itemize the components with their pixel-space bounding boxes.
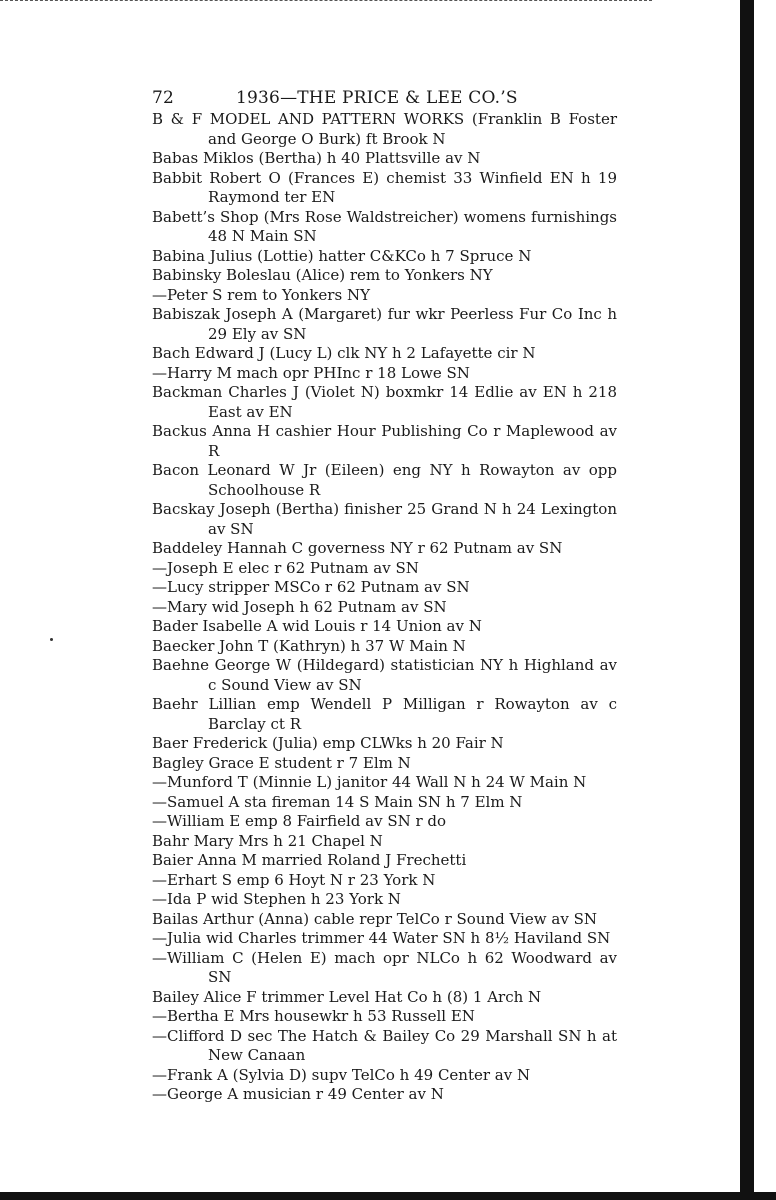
page-header — [152, 88, 617, 110]
directory-entry: Bach Edward J (Lucy L) clk NY h 2 Lafayette cir N — [152, 344, 536, 362]
directory-entry: —Bertha E Mrs housewkr h 53 Russell EN — [152, 1007, 475, 1025]
directory-entry: B & F MODEL AND PATTERN WORKS (Franklin B Foster and George O Burk) ft Brook N — [152, 110, 617, 148]
directory-entry: —Lucy stripper MSCo r 62 Putnam av SN — [152, 578, 470, 596]
directory-entry: —Mary wid Joseph h 62 Putnam av SN — [152, 597, 447, 616]
directory-entry: Baecker John T (Kathryn) h 37 W Main N — [152, 636, 466, 655]
directory-entry: Baddeley Hannah C governess NY r 62 Putnam av SN — [152, 539, 563, 557]
directory-entry: —Ida P wid Stephen h 23 York N — [152, 890, 401, 908]
directory-entry: Babbit Robert O (Frances E) chemist 33 Winfield EN h 19 Raymond ter EN — [152, 168, 617, 206]
scan-edge-bottom — [0, 1192, 776, 1200]
directory-entry: Baehr Lillian emp Wendell P Milligan r Rowayton av c Barclay ct R — [152, 695, 617, 733]
directory-entry: Backus Anna H cashier Hour Publishing Co r Maplewood av R — [152, 422, 617, 460]
directory-entry: Bacskay Joseph (Bertha) finisher 25 Grand N h 24 Lexington av SN — [152, 500, 617, 538]
directory-entry: —William E emp 8 Fairfield av SN r do — [152, 812, 447, 830]
directory-entry: Babiszak Joseph A (Margaret) fur wkr Peerless Fur Co Inc h 29 Ely av SN — [152, 305, 617, 343]
directory-entry: Bailas Arthur (Anna) cable repr TelCo r Sound View av SN — [152, 909, 597, 928]
directory-entry: Babett’s Shop (Mrs Rose Waldstreicher) womens furnishings 48 N Main SN — [152, 207, 617, 245]
directory-entry: —Joseph E elec r 62 Putnam av SN — [152, 558, 419, 577]
top-edge-line — [0, 0, 652, 1]
directory-entry: —Samuel A sta fireman 14 S Main SN h 7 Elm N — [152, 792, 523, 811]
directory-entry: —Clifford D sec The Hatch & Bailey Co 29 Marshall SN h at New Canaan — [152, 1026, 617, 1064]
directory-entry: Baehne George W (Hildegard) statistician NY h Highland av c Sound View av SN — [152, 656, 617, 694]
scan-edge-right — [740, 0, 754, 1200]
directory-entry: Baer Frederick (Julia) emp CLWks h 20 Fair N — [152, 734, 504, 752]
directory-entry: —Munford T (Minnie L) janitor 44 Wall N h 24 W Main N — [152, 773, 587, 791]
page-title: 1936—THE PRICE & LEE CO.’S — [236, 88, 518, 108]
directory-entry: Baier Anna M married Roland J Frechetti — [152, 851, 467, 869]
directory-entry: Bahr Mary Mrs h 21 Chapel N — [152, 831, 383, 850]
directory-entry: —Frank A (Sylvia D) supv TelCo h 49 Center av N — [152, 1065, 531, 1084]
directory-entry: Bailey Alice F trimmer Level Hat Co h (8) 1 Arch N — [152, 987, 542, 1006]
speck-mark — [50, 638, 53, 641]
directory-entry: Backman Charles J (Violet N) boxmkr 14 Edlie av EN h 218 East av EN — [152, 383, 617, 421]
directory-entries — [152, 110, 617, 1105]
directory-entry: Babinsky Boleslau (Alice) rem to Yonkers NY — [152, 266, 493, 284]
directory-entry: —Julia wid Charles trimmer 44 Water SN h 8½ Haviland SN — [152, 929, 611, 947]
directory-entry: Babina Julius (Lottie) hatter C&KCo h 7 Spruce N — [152, 246, 532, 265]
directory-entry: —Peter S rem to Yonkers NY — [152, 285, 370, 304]
directory-entry: —William C (Helen E) mach opr NLCo h 62 Woodward av SN — [152, 948, 617, 986]
directory-entry: —Harry M mach opr PHInc r 18 Lowe SN — [152, 363, 470, 382]
directory-entry: Babas Miklos (Bertha) h 40 Plattsville av N — [152, 149, 481, 167]
directory-entry: —George A musician r 49 Center av N — [152, 1085, 444, 1103]
directory-page — [152, 88, 617, 1105]
directory-entry: Bacon Leonard W Jr (Eileen) eng NY h Rowayton av opp Schoolhouse R — [152, 461, 617, 499]
directory-entry: Bagley Grace E student r 7 Elm N — [152, 753, 411, 772]
directory-entry: —Erhart S emp 6 Hoyt N r 23 York N — [152, 870, 436, 889]
directory-entry: Bader Isabelle A wid Louis r 14 Union av N — [152, 617, 482, 635]
page-number: 72 — [152, 88, 175, 108]
